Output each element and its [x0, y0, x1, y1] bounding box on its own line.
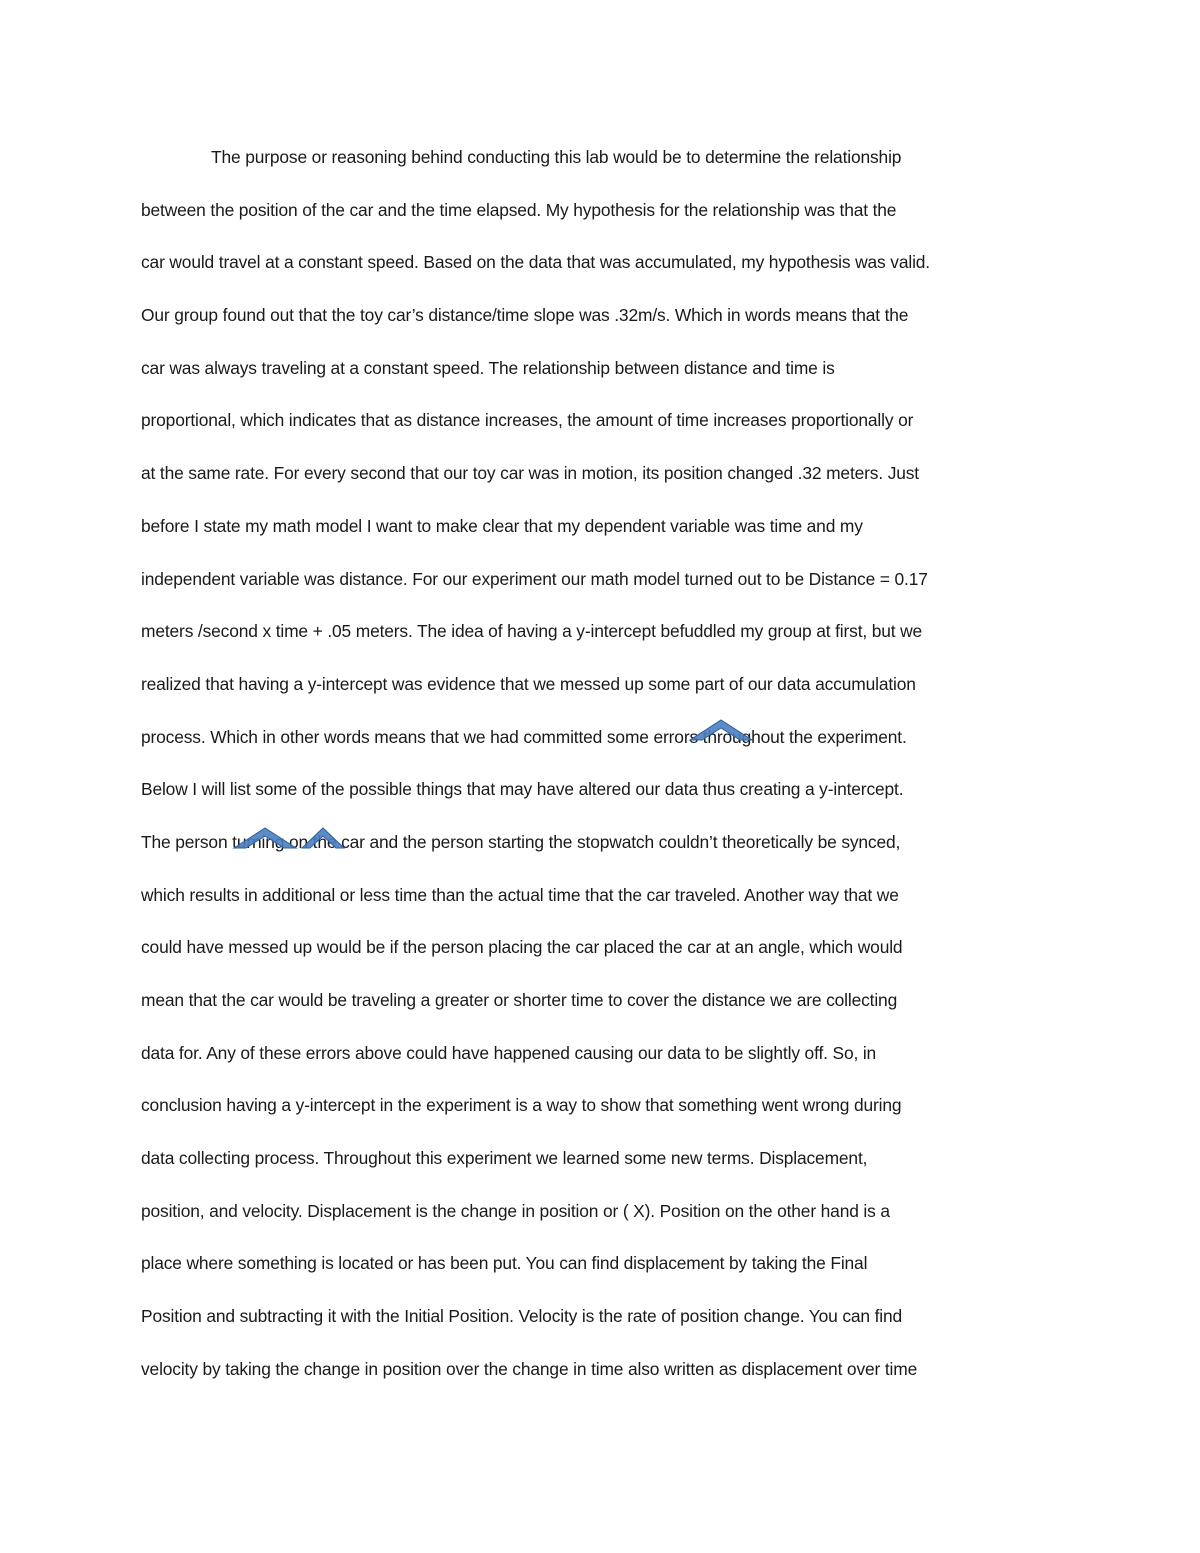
paragraph-line-13: Below I will list some of the possible things that may have altered our data thus creating a y-intercept. [141, 779, 904, 800]
paragraph-line-21: position, and velocity. Displacement is the change in position or ( X). Position on the other hand is a [141, 1200, 890, 1221]
paragraph-line-7: at the same rate. For every second that our toy car was in motion, its position changed .32 meters. Just [141, 463, 919, 484]
paragraph-line-23: Position and subtracting it with the Initial Position. Velocity is the rate of position change. You can find [141, 1306, 903, 1327]
paragraph-line-14: The person turning on the car and the person starting the stopwatch couldn’t theoretically be synced, [141, 831, 901, 852]
paragraph-line-11: realized that having a y-intercept was evidence that we messed up some part of our data accumulation [141, 673, 916, 694]
paragraph-line-6: proportional, which indicates that as distance increases, the amount of time increases proportionally or [141, 410, 914, 431]
paragraph-line-15: which results in additional or less time than the actual time that the car traveled. Another way that we [141, 884, 899, 905]
paragraph-line-18: data for. Any of these errors above could have happened causing our data to be slightly off. So, in [141, 1042, 877, 1063]
paragraph-line-1: The purpose or reasoning behind conducting this lab would be to determine the relationship [211, 147, 902, 167]
paragraph-line-5: car was always traveling at a constant speed. The relationship between distance and time is [141, 357, 835, 378]
paragraph-line-24: velocity by taking the change in position over the change in time also written as displacement over time [141, 1358, 918, 1379]
paragraph-line-10: meters /second x time + .05 meters. The idea of having a y-intercept befuddled my group at first, but we [141, 621, 923, 642]
paragraph-line-16: could have messed up would be if the person placing the car placed the car at an angle, which would [141, 937, 903, 958]
paragraph-line-22: place where something is located or has been put. You can find displacement by taking the Final [141, 1253, 868, 1274]
paragraph-line-8: before I state my math model I want to make clear that my dependent variable was time and my [141, 515, 863, 536]
paragraph-line-3: car would travel at a constant speed. Based on the data that was accumulated, my hypothesis was valid. [141, 252, 930, 273]
paragraph-line-2: between the position of the car and the time elapsed. My hypothesis for the relationship was that the [141, 199, 897, 220]
paragraph-line-17: mean that the car would be traveling a greater or shorter time to cover the distance we are collecting [141, 990, 898, 1010]
body-paragraph [141, 131, 1061, 1396]
paragraph-line-19: conclusion having a y-intercept in the experiment is a way to show that something went wrong during [141, 1095, 902, 1116]
paragraph-line-12: process. Which in other words means that we had committed some errors throughout the experiment. [141, 726, 907, 747]
paragraph-line-9: independent variable was distance. For our experiment our math model turned out to be Distance = 0.17 [141, 568, 928, 589]
paragraph-line-20: data collecting process. Throughout this experiment we learned some new terms. Displacement, [141, 1148, 868, 1169]
paragraph-line-4: Our group found out that the toy car’s distance/time slope was .32m/s. Which in words means that the [141, 305, 909, 326]
